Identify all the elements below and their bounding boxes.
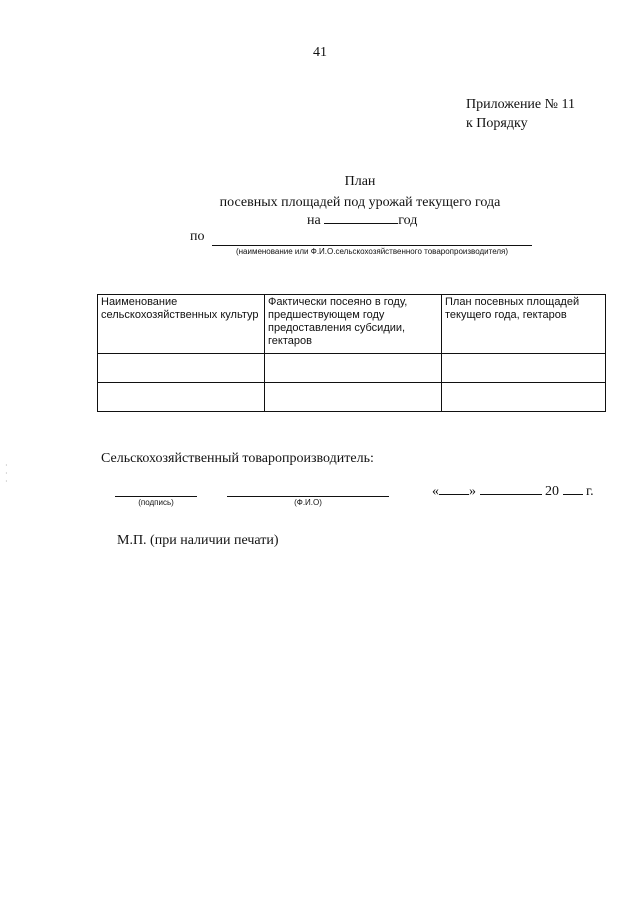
producer-name-blank[interactable] [212,245,532,246]
signature-blank[interactable] [115,496,197,497]
document-title: План [344,174,376,189]
appendix-subtitle: к Порядку [466,116,528,131]
date-century: 20 [545,484,559,499]
date-line [432,484,594,500]
document-subtitle: посевных площадей под урожай текущего года [219,195,501,210]
header-plan-area: План посевных площадей текущего года, гектаров [442,295,606,354]
table-cell[interactable] [98,383,265,412]
page-number: 41 [313,45,327,60]
table-header-row [98,295,606,354]
appendix-title: Приложение № 11 [466,97,575,112]
year-suffix: год [398,213,418,228]
po-prefix: по [190,229,205,244]
year-digits-blank[interactable] [563,494,583,495]
date-open-quote: « [432,484,439,499]
year-line [307,213,417,229]
header-crop-name: Наименование сельскохозяйственных культур [98,295,265,354]
full-name-blank[interactable] [227,496,389,497]
table-cell[interactable] [442,383,606,412]
header-actual-sown: Фактически посеяно в году, предшествующем году предоставления субсидии, гектаров [265,295,442,354]
table-row [98,354,606,383]
year-blank[interactable] [324,223,398,224]
table-cell[interactable] [442,354,606,383]
table-cell[interactable] [265,383,442,412]
producer-label: Сельскохозяйственный товаропроизводитель: [101,451,374,466]
producer-name-hint: (наименование или Ф.И.О.сельскохозяйственного товаропроизводителя) [235,247,509,256]
date-close-quote: » [469,484,476,499]
table-cell[interactable] [265,354,442,383]
table-cell[interactable] [98,354,265,383]
signature-hint: (подпись) [138,498,174,507]
stamp-note: М.П. (при наличии печати) [117,533,279,548]
date-suffix: г. [586,484,594,499]
scan-dots: · · · [5,461,8,486]
appendix-block [466,95,575,133]
day-blank[interactable] [439,494,469,495]
crop-plan-table [97,294,606,412]
month-blank[interactable] [480,494,542,495]
year-prefix: на [307,213,321,228]
full-name-hint: (Ф.И.О) [294,498,322,507]
table-row [98,383,606,412]
